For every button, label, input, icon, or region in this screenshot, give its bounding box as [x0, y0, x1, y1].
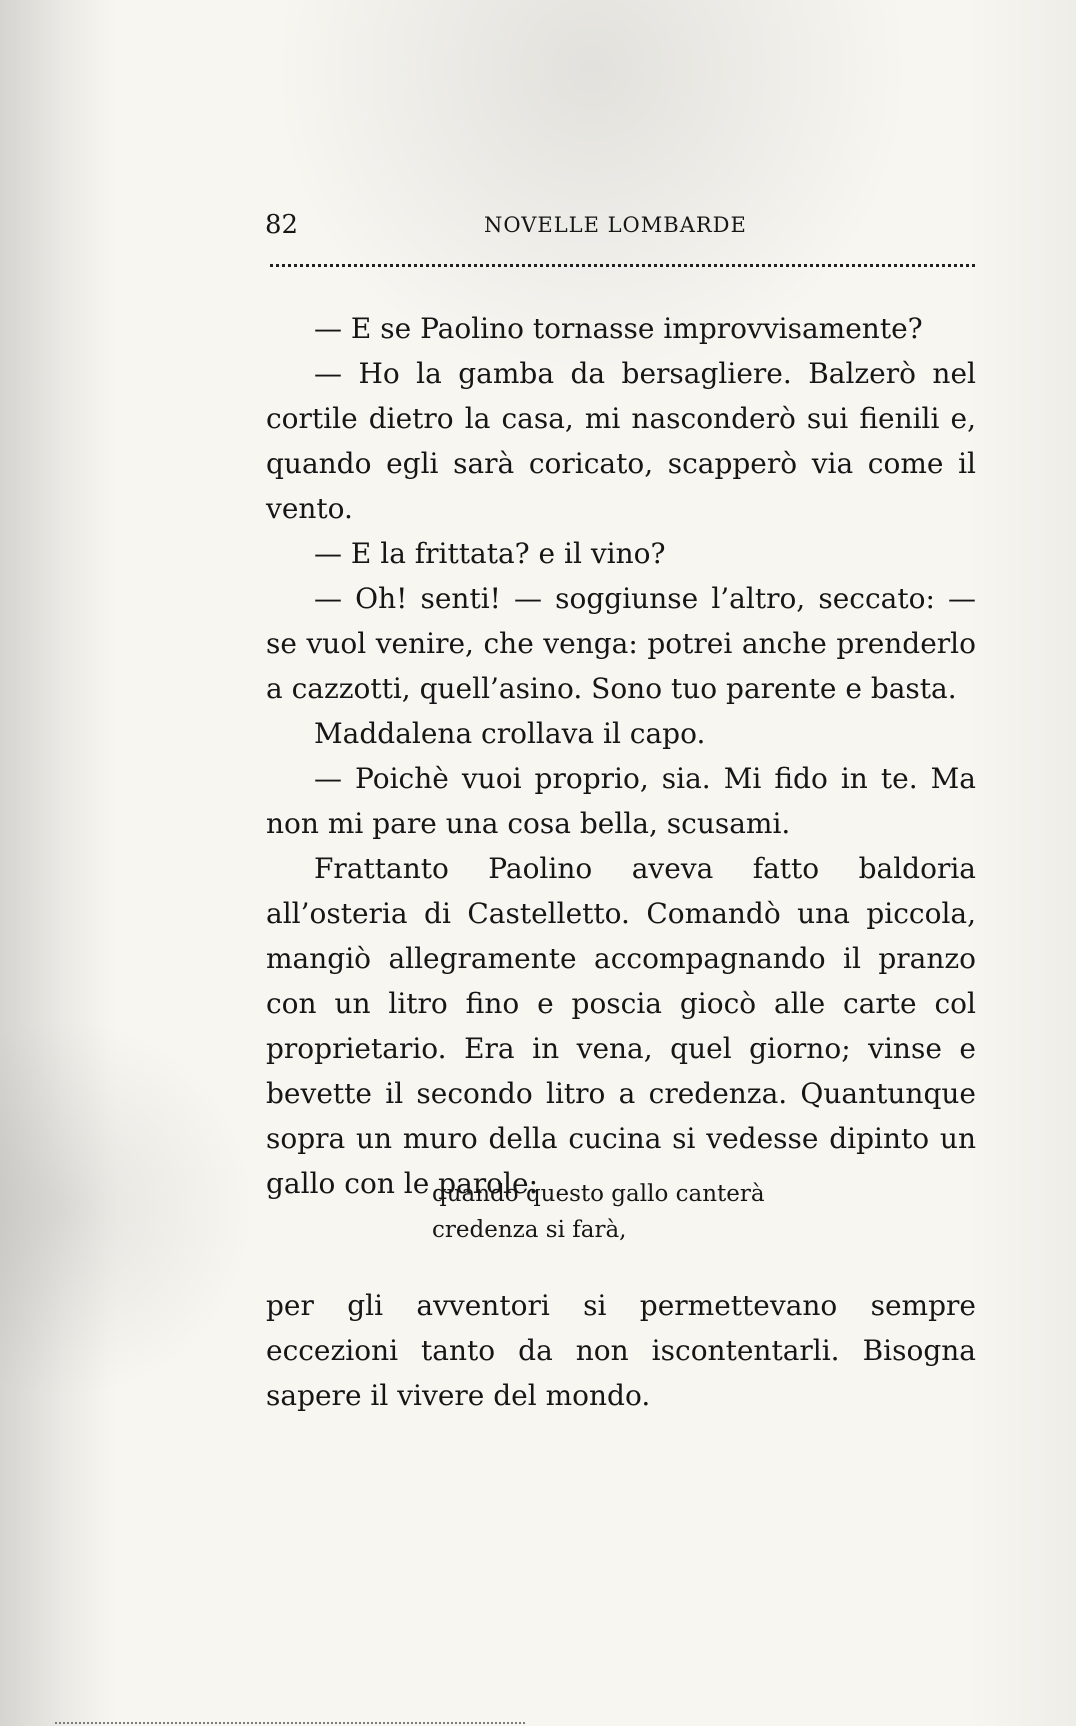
- page-number: 82: [265, 210, 299, 240]
- verse-line: quando questo gallo canterà: [432, 1181, 765, 1207]
- page-edge-stain: [0, 0, 120, 1726]
- paragraph-1: — E se Paolino tornasse improvvisamente?: [314, 312, 923, 345]
- verse-line: credenza si farà,: [432, 1217, 627, 1243]
- paragraph-4: — Oh! senti! — soggiunse l’altro, seccato: — se vuol venire, che venga: potrei anche prenderlo a cazzotti, quell’asino. Sono tuo parente e basta.: [266, 582, 976, 705]
- paragraph-3: — E la frittata? e il vino?: [314, 537, 666, 570]
- verse-block: [432, 1176, 952, 1248]
- page-header: [265, 208, 975, 242]
- paragraph-6: — Poichè vuoi proprio, sia. Mi fido in te. Ma non mi pare una cosa bella, scusami.: [266, 762, 976, 840]
- closing-text: [266, 1283, 976, 1418]
- header-divider: [270, 264, 975, 267]
- paragraph-7: Frattanto Paolino aveva fatto baldoria all’osteria di Castelletto. Comandò una piccola, mangiò allegramente accompagnando il pranzo con un litro fino e poscia giocò alle carte col proprietario. Era in vena, quel giorno; vinse e bevette il secondo litro a credenza. Quantunque sopra un muro della cucina si vedesse dipinto un gallo con le parole:: [266, 852, 976, 1200]
- running-title: NOVELLE LOMBARDE: [484, 213, 747, 237]
- main-text: [266, 306, 976, 1206]
- paragraph-2: — Ho la gamba da bersagliere. Balzerò nel cortile dietro la casa, mi nasconderò sui fienili e, quando egli sarà coricato, scapperò via come il vento.: [266, 357, 976, 525]
- closing-paragraph: per gli avventori si permettevano sempre eccezioni tanto da non iscontentarli. Bisogna sapere il vivere del mondo.: [266, 1289, 976, 1412]
- paragraph-5: Maddalena crollava il capo.: [314, 717, 706, 750]
- bottom-dotted-line: [55, 1722, 525, 1724]
